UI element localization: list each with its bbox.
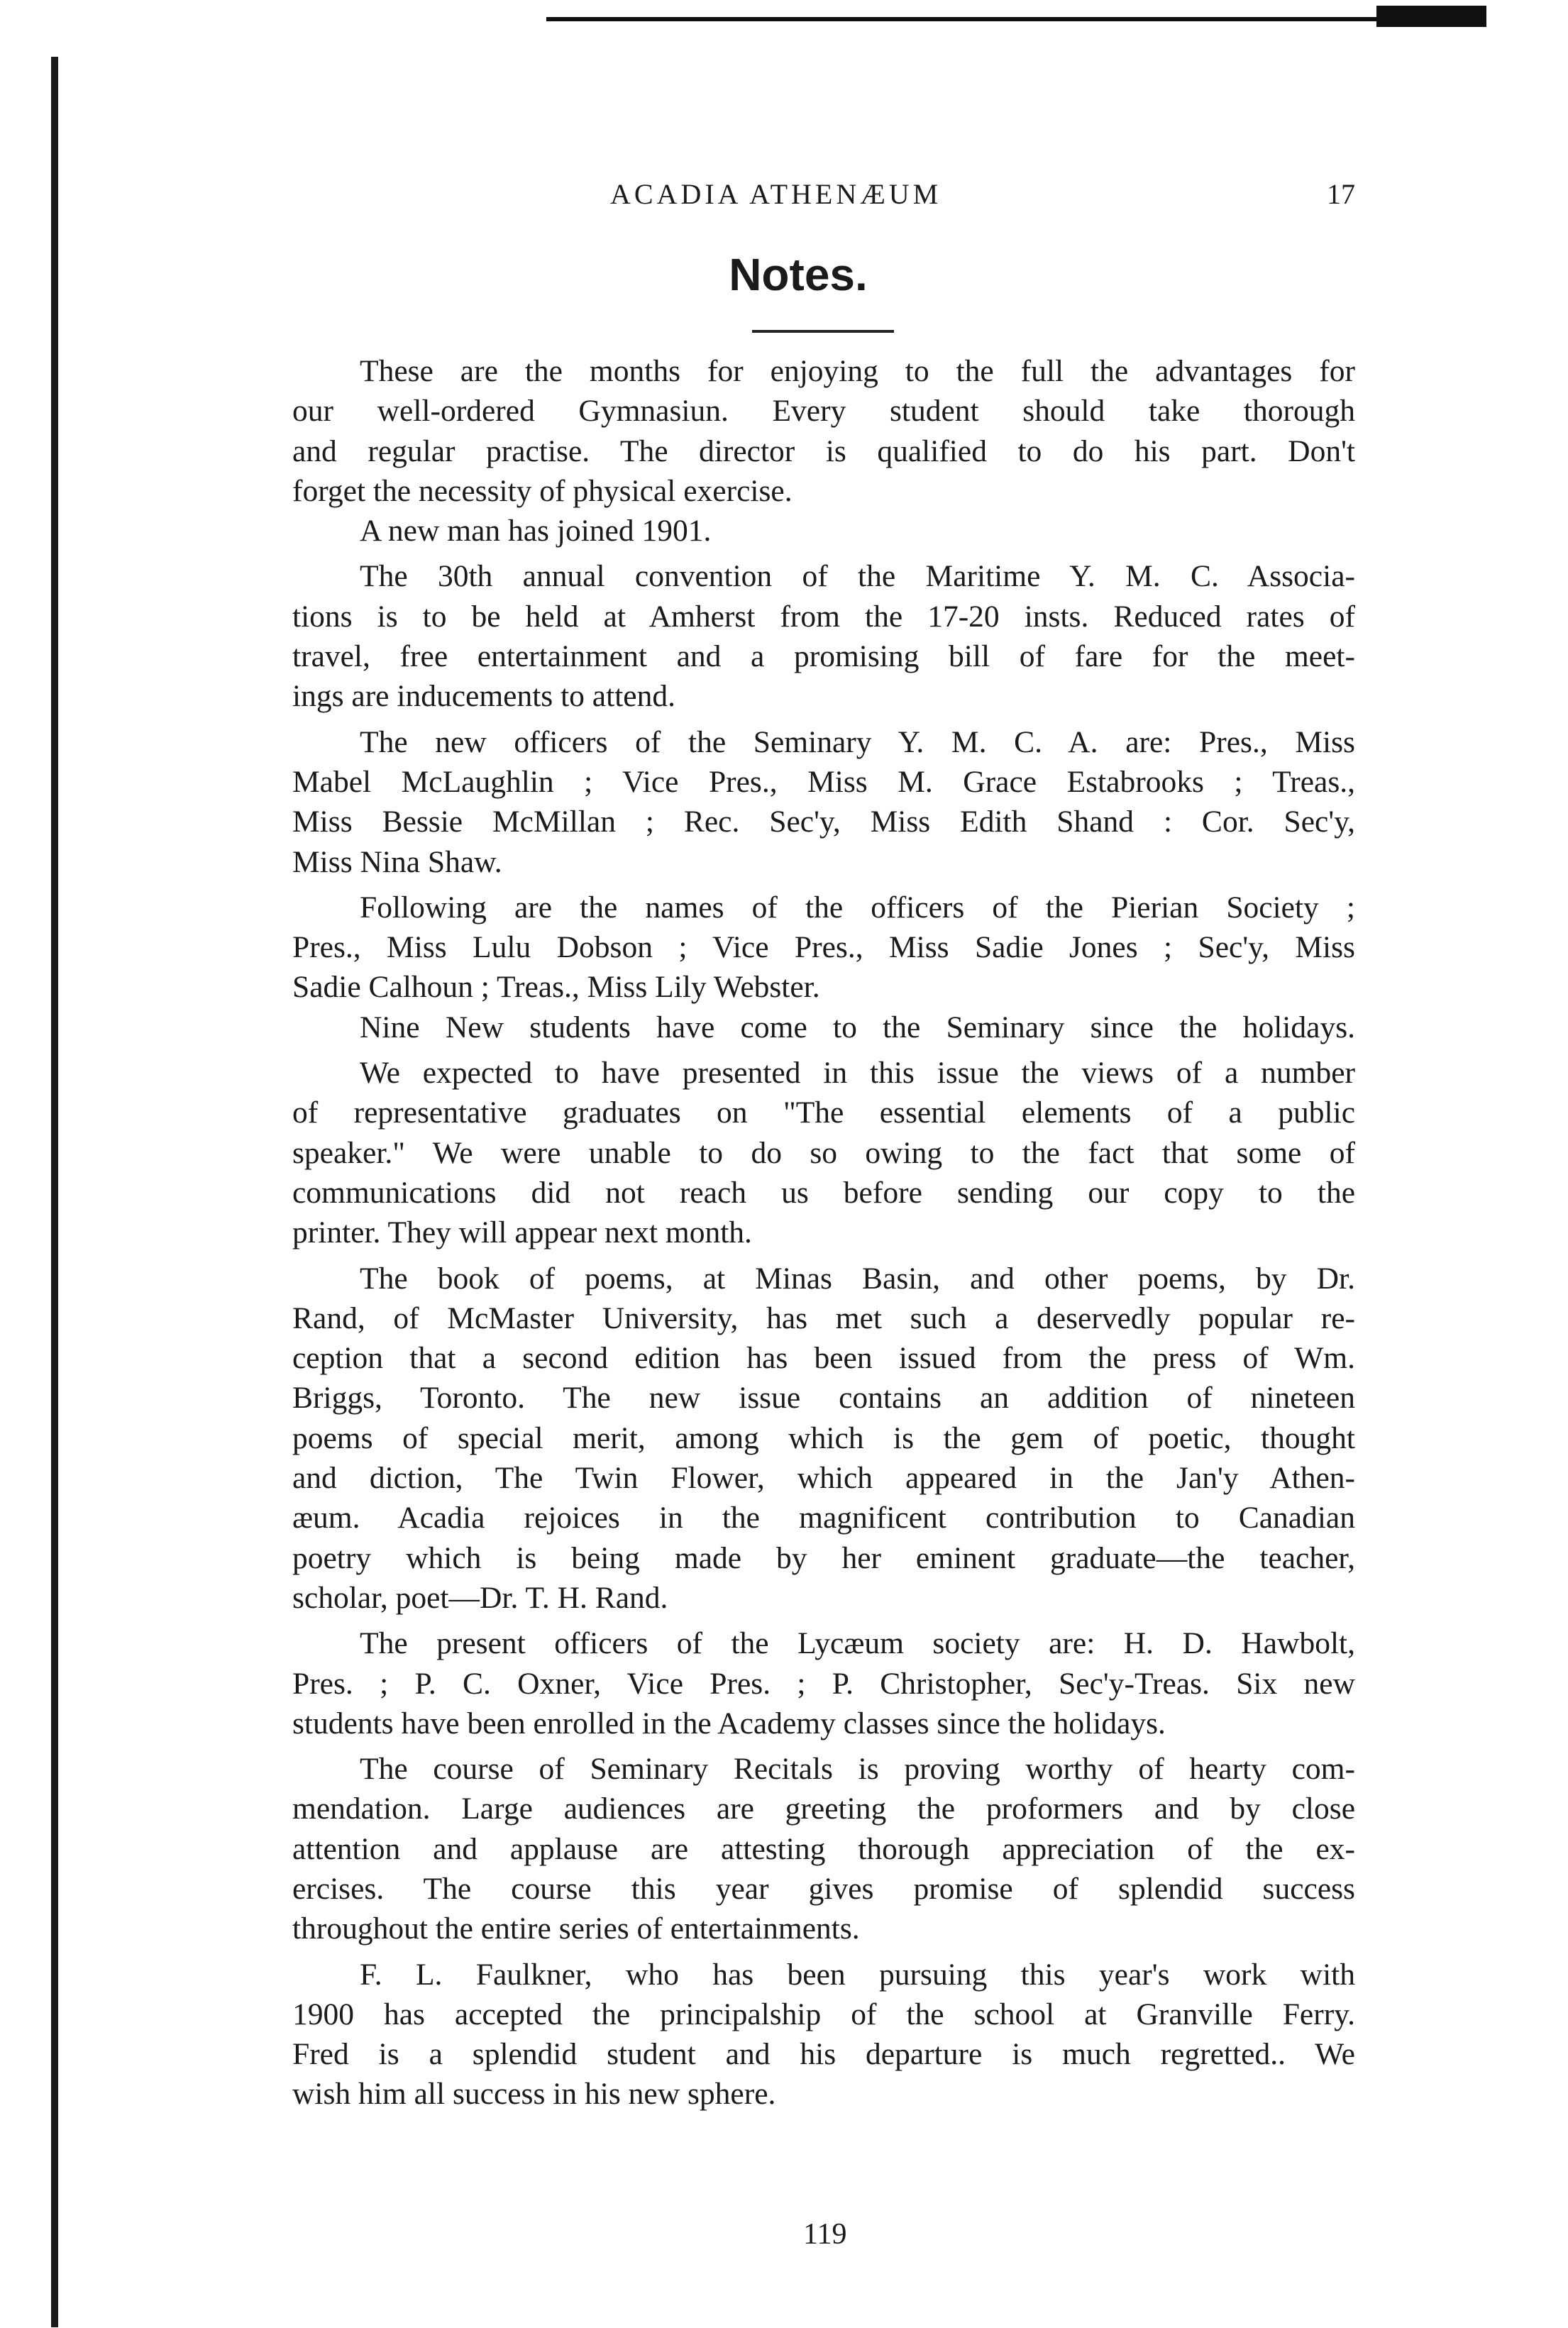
text-line: communications did not reach us before sending our copy to the	[292, 1175, 1355, 1210]
text-line: The present officers of the Lycæum society are: H. D. Hawbolt,	[360, 1626, 1355, 1661]
text-line: attention and applause are attesting thorough appreciation of the ex-	[292, 1831, 1355, 1866]
text-line: throughout the entire series of entertainments.	[292, 1912, 860, 1946]
text-line: Pres., Miss Lulu Dobson ; Vice Pres., Miss Sadie Jones ; Sec'y, Miss	[292, 930, 1355, 965]
text-line: printer. They will appear next month.	[292, 1215, 752, 1250]
text-line: F. L. Faulkner, who has been pursuing this year's work with	[360, 1957, 1355, 1992]
text-line: The 30th annual convention of the Maritime Y. M. C. Associa-	[360, 559, 1355, 594]
text-line: The course of Seminary Recitals is proving worthy of hearty com-	[360, 1752, 1355, 1787]
text-line: These are the months for enjoying to the full the advantages for	[360, 354, 1355, 388]
text-line: ercises. The course this year gives promise of splendid success	[292, 1871, 1355, 1906]
text-line: 1900 has accepted the principalship of the school at Granville Ferry.	[292, 1997, 1355, 2031]
text-line: ings are inducements to attend.	[292, 679, 675, 714]
folio-number: 119	[803, 2218, 847, 2251]
text-line: forget the necessity of physical exercise.	[292, 473, 793, 508]
text-line: of representative graduates on "The essential elements of a public	[292, 1096, 1355, 1130]
text-line: wish him all success in his new sphere.	[292, 2077, 776, 2112]
running-head	[610, 177, 1355, 220]
text-line: Miss Nina Shaw.	[292, 844, 502, 879]
text-line: and regular practise. The director is qualified to do his part. Don't	[292, 434, 1355, 468]
top-rule-bar	[1376, 6, 1486, 27]
top-rule	[546, 17, 1486, 21]
text-line: Sadie Calhoun ; Treas., Miss Lily Webster.	[292, 970, 820, 1005]
text-line: Briggs, Toronto. The new issue contains an addition of nineteen	[292, 1381, 1355, 1416]
text-line: tions is to be held at Amherst from the 17-20 insts. Reduced rates of	[292, 599, 1355, 634]
text-line: The book of poems, at Minas Basin, and other poems, by Dr.	[360, 1261, 1355, 1296]
text-line: Nine New students have come to the Seminary since the holidays.	[360, 1010, 1355, 1044]
text-line: Pres. ; P. C. Oxner, Vice Pres. ; P. Christopher, Sec'y-Treas. Six new	[292, 1666, 1355, 1701]
text-line: and diction, The Twin Flower, which appeared in the Jan'y Athen-	[292, 1461, 1355, 1496]
text-line: poems of special merit, among which is the gem of poetic, thought	[292, 1420, 1355, 1455]
text-line: We expected to have presented in this issue the views of a number	[360, 1056, 1355, 1091]
text-line: travel, free entertainment and a promising bill of fare for the meet-	[292, 639, 1355, 674]
text-line: poetry which is being made by her eminent graduate—the teacher,	[292, 1540, 1355, 1575]
text-line: Mabel McLaughlin ; Vice Pres., Miss M. Grace Estabrooks ; Treas.,	[292, 764, 1355, 799]
text-line: speaker." We were unable to do so owing to the fact that some of	[292, 1135, 1355, 1170]
page-number: 17	[1327, 178, 1355, 210]
scan-border	[51, 57, 58, 2327]
text-line: ception that a second edition has been issued from the press of Wm.	[292, 1341, 1355, 1376]
text-line: Miss Bessie McMillan ; Rec. Sec'y, Miss Edith Shand : Cor. Sec'y,	[292, 805, 1355, 839]
section-heading: Notes.	[729, 249, 868, 300]
heading-rule	[752, 330, 894, 333]
text-line: scholar, poet—Dr. T. H. Rand.	[292, 1580, 668, 1615]
text-line: Fred is a splendid student and his departure is much regretted.. We	[292, 2037, 1355, 2072]
text-line: mendation. Large audiences are greeting the proformers and by close	[292, 1792, 1355, 1826]
text-line: Following are the names of the officers of the Pierian Society ;	[360, 890, 1355, 925]
journal-title: ACADIA ATHENÆUM	[610, 178, 942, 210]
text-line: our well-ordered Gymnasiun. Every student should take thorough	[292, 394, 1355, 429]
text-line: The new officers of the Seminary Y. M. C. A. are: Pres., Miss	[360, 724, 1355, 759]
notes-body	[292, 351, 1355, 2114]
text-line: A new man has joined 1901.	[360, 514, 712, 548]
text-line: æum. Acadia rejoices in the magnificent contribution to Canadian	[292, 1501, 1355, 1535]
text-line: students have been enrolled in the Academy classes since the holidays.	[292, 1706, 1166, 1741]
text-line: Rand, of McMaster University, has met such a deservedly popular re-	[292, 1301, 1355, 1335]
